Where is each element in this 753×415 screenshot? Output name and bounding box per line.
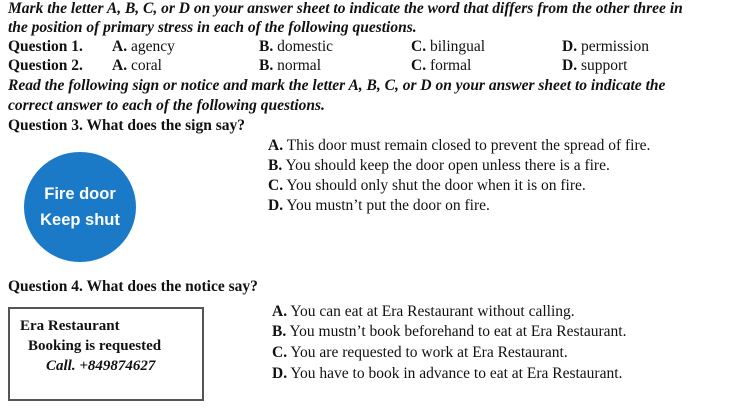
question-3-label: Question 3. What does the sign say?	[8, 117, 245, 134]
question-4-option-a: A. You can eat at Era Restaurant without calling.	[272, 303, 575, 320]
question-2-option-b: B. normal	[259, 57, 321, 74]
instruction-stress-line1: Mark the letter A, B, C, or D on your answer sheet to indicate the word that differs from the other three in	[8, 0, 683, 17]
question-4-label: Question 4. What does the notice say?	[8, 278, 258, 295]
question-4-option-d: D. You have to book in advance to eat at Era Restaurant.	[272, 365, 623, 382]
question-1-label: Question 1.	[8, 38, 83, 55]
instruction-stress-line2: the position of primary stress in each of the following questions.	[8, 19, 417, 36]
question-2-option-d: D. support	[562, 57, 628, 74]
question-1-option-a: A. agency	[112, 38, 175, 55]
question-3-option-a: A. This door must remain closed to prevent the spread of fire.	[268, 137, 651, 154]
question-1-option-c: C. bilingual	[411, 38, 486, 55]
question-2-option-a: A. coral	[112, 57, 162, 74]
question-3-option-c: C. You should only shut the door when it is on fire.	[268, 177, 586, 194]
restaurant-notice	[8, 307, 204, 401]
question-3-option-b: B. You should keep the door open unless there is a fire.	[268, 157, 610, 174]
notice-title: Era Restaurant	[20, 318, 120, 334]
notice-phone: Call. +849874627	[46, 358, 156, 374]
sign-text-line2: Keep shut	[40, 211, 120, 229]
sign-text-line1: Fire door	[44, 185, 116, 203]
question-3-option-d: D. You mustn’t put the door on fire.	[268, 197, 490, 214]
instruction-sign-line2: correct answer to each of the following questions.	[8, 97, 325, 114]
question-1-option-d: D. permission	[562, 38, 649, 55]
question-4-option-c: C. You are requested to work at Era Restaurant.	[272, 344, 568, 361]
question-1-option-b: B. domestic	[259, 38, 334, 55]
fire-door-sign	[24, 152, 136, 262]
question-2-option-c: C. formal	[411, 57, 472, 74]
question-2-label: Question 2.	[8, 57, 83, 74]
notice-booking-text: Booking is requested	[28, 338, 162, 354]
instruction-sign-line1: Read the following sign or notice and mark the letter A, B, C, or D on your answer sheet to indicate the	[8, 77, 666, 94]
question-4-option-b: B. You mustn’t book beforehand to eat at Era Restaurant.	[272, 323, 627, 340]
